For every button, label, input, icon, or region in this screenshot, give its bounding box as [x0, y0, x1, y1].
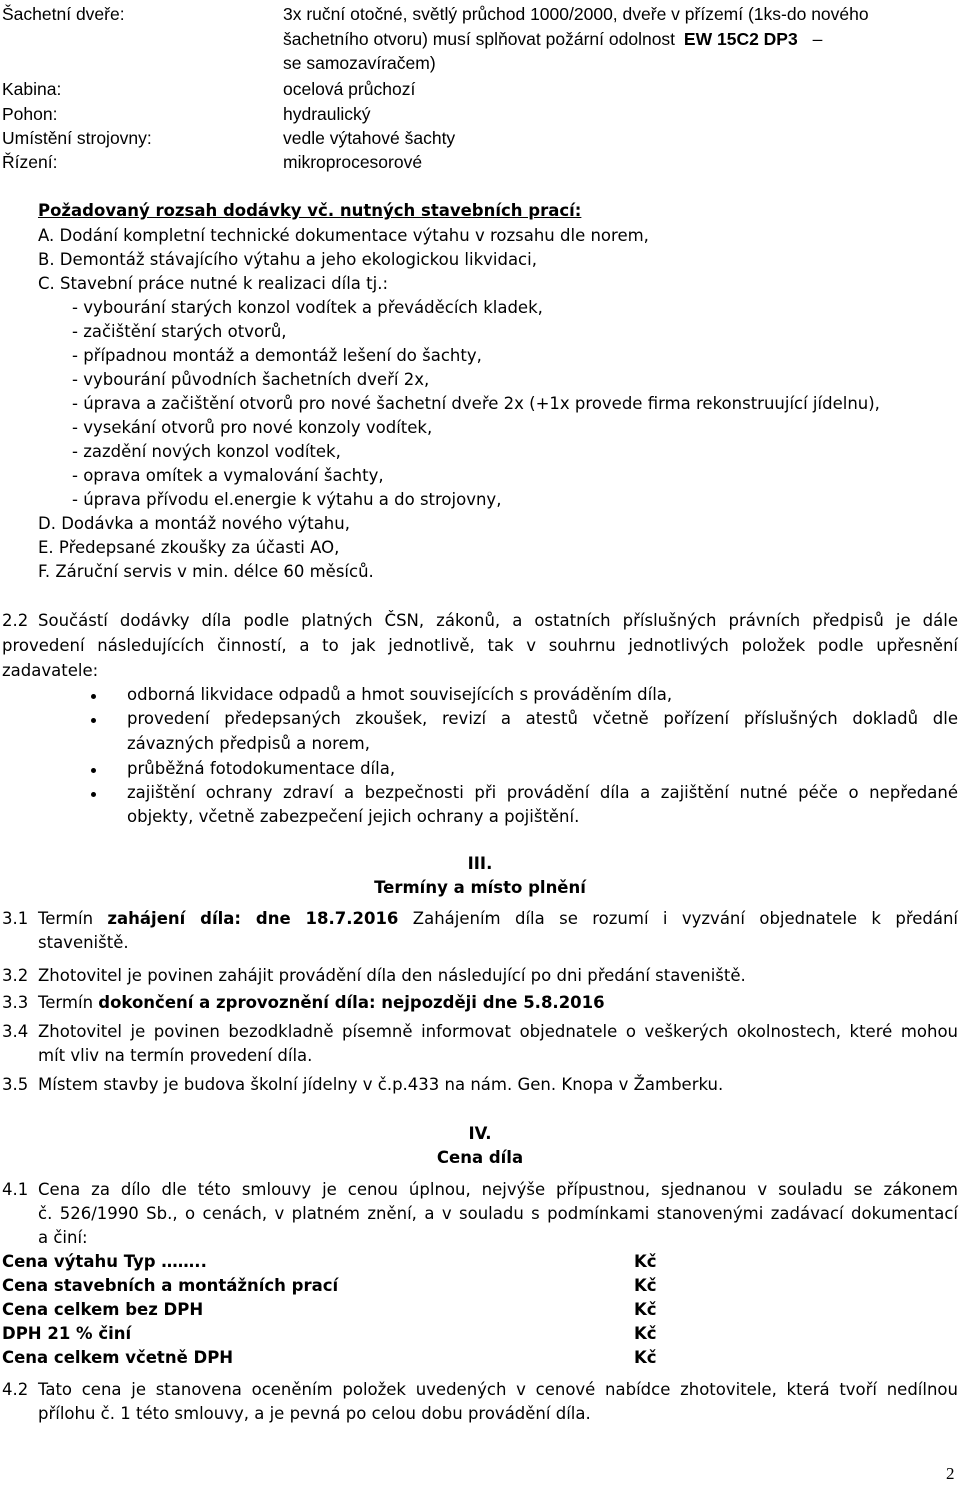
- scope-subitem: - vybourání původních šachetních dveří 2x,: [72, 370, 430, 389]
- spec-value-machine-room: vedle výtahové šachty: [283, 128, 456, 148]
- bullet-icon: [91, 768, 96, 773]
- para-number: 4.2: [2, 1380, 29, 1399]
- bullet-item: zajištění ochrany zdraví a bezpečnosti při provádění díla a zajištění nutné péče o nepředané: [127, 783, 958, 802]
- scope-subitem: - úprava a začištění otvorů pro nové šachetní dveře 2x (+1x provede firma rekonstruující jídelnu),: [72, 394, 880, 413]
- para-4-2-line1: Tato cena je stanovena oceněním položek uvedených v cenové nabídce zhotovitele, která tvoří nedílnou: [38, 1380, 958, 1399]
- bullet-icon: [91, 792, 96, 797]
- para-number: 3.5: [2, 1075, 29, 1094]
- price-unit: Kč: [634, 1276, 657, 1295]
- section-3-title: Termíny a místo plnění: [374, 878, 586, 897]
- scope-subitem: - začištění starých otvorů,: [72, 322, 287, 341]
- para-number: 3.4: [2, 1022, 29, 1041]
- para-3-4-line2: mít vliv na termín provedení díla.: [38, 1046, 313, 1065]
- bullet-item: odborná likvidace odpadů a hmot souvisejících s prováděním díla,: [127, 685, 673, 704]
- para-number: 2.2: [2, 611, 29, 630]
- section-4-title: Cena díla: [436, 1148, 524, 1167]
- spec-value-drive: hydraulický: [283, 104, 371, 124]
- price-label: Cena výtahu Typ ……..: [2, 1252, 207, 1271]
- para-number: 3.1: [2, 909, 29, 928]
- spec-label-control: Řízení:: [2, 152, 58, 172]
- page-number: 2: [946, 1464, 955, 1483]
- spec-value-control: mikroprocesorové: [283, 152, 423, 172]
- bullet-item-cont: objekty, včetně zabezpečení jejich ochrany a pojištění.: [127, 807, 580, 826]
- price-unit: Kč: [634, 1348, 657, 1367]
- scope-subitem: - vysekání otvorů pro nové konzoly vodítek,: [72, 418, 433, 437]
- spec-label-drive: Pohon:: [2, 104, 58, 124]
- para-4-2-line2: přílohu č. 1 této smlouvy, a je pevná po celou dobu provádění díla.: [38, 1404, 591, 1423]
- price-unit: Kč: [634, 1252, 657, 1271]
- para-3-3: Termín dokončení a zprovoznění díla: nejpozději dne 5.8.2016: [38, 993, 605, 1012]
- spec-label-cabin: Kabina:: [2, 79, 62, 99]
- bullet-item: průběžná fotodokumentace díla,: [127, 759, 396, 778]
- spec-value-cabin: ocelová průchozí: [283, 79, 416, 99]
- scope-item-a: A. Dodání kompletní technické dokumentace výtahu v rozsahu dle norem,: [38, 226, 649, 245]
- scope-subitem: - zazdění nových konzol vodítek,: [72, 442, 341, 461]
- scope-item-d: D. Dodávka a montáž nového výtahu,: [38, 514, 350, 533]
- scope-item-c: C. Stavební práce nutné k realizaci díla tj.:: [38, 274, 388, 293]
- para-number: 4.1: [2, 1180, 29, 1199]
- spec-value-doors-line3: se samozavíračem): [283, 53, 436, 73]
- bullet-item: provedení předepsaných zkoušek, revizí a atestů včetně pořízení příslušných dokladů dle: [127, 709, 958, 728]
- para-2-2-line3: zadavatele:: [2, 661, 99, 680]
- completion-date: dokončení a zprovoznění díla: nejpozději dne 5.8.2016: [98, 993, 605, 1012]
- bullet-item-cont: závazných předpisů a norem,: [127, 734, 370, 753]
- scope-subitem: - vybourání starých konzol vodítek a převáděcích kladek,: [72, 298, 543, 317]
- price-label: Cena celkem včetně DPH: [2, 1348, 234, 1367]
- para-number: 3.2: [2, 966, 29, 985]
- price-unit: Kč: [634, 1300, 657, 1319]
- scope-item-e: E. Předepsané zkoušky za účasti AO,: [38, 538, 340, 557]
- para-3-2: Zhotovitel je povinen zahájit provádění díla den následující po dni předání staveniště.: [38, 966, 746, 985]
- scope-item-f: F. Záruční servis v min. délce 60 měsíců.: [38, 562, 374, 581]
- fire-rating: EW 15C2 DP3: [683, 29, 798, 49]
- para-2-2-line1: Součástí dodávky díla podle platných ČSN, zákonů, a ostatních příslušných právních předpisů je dále: [38, 611, 958, 630]
- spec-value-doors-line1: 3x ruční otočné, světlý průchod 1000/2000, dveře v přízemí (1ks-do nového: [283, 4, 869, 24]
- price-label: DPH 21 % činí: [2, 1324, 132, 1343]
- spec-label-machine-room: Umístění strojovny:: [2, 128, 152, 148]
- para-number: 3.3: [2, 993, 29, 1012]
- para-3-4-line1: Zhotovitel je povinen bezodkladně písemně informovat objednatele o veškerých okolnostech, které mohou: [38, 1022, 958, 1041]
- section-3-number: III.: [467, 854, 493, 873]
- spec-label-doors: Šachetní dveře:: [2, 4, 125, 24]
- para-4-1-line1: Cena za dílo dle této smlouvy je cenou úplnou, nejvýše přípustnou, sjednanou v souladu se zákonem: [38, 1180, 958, 1199]
- scope-subitem: - oprava omítek a vymalování šachty,: [72, 466, 384, 485]
- price-unit: Kč: [634, 1324, 657, 1343]
- spec-value-doors-line2: šachetního otvoru) musí splňovat požární odolnost EW 15C2 DP3 –: [283, 29, 823, 49]
- scope-heading: Požadovaný rozsah dodávky vč. nutných stavebních prací:: [38, 201, 582, 220]
- para-3-1-line2: staveniště.: [38, 933, 129, 952]
- scope-subitem: - případnou montáž a demontáž lešení do šachty,: [72, 346, 482, 365]
- para-4-1-line2: č. 526/1990 Sb., o cenách, v platném znění, a v souladu s podmínkami stanovenými zadávací dokumentací: [38, 1204, 958, 1223]
- para-3-1-line1: Termín zahájení díla: dne 18.7.2016 Zahájením díla se rozumí i vyzvání objednatele k předání: [38, 909, 959, 928]
- price-label: Cena celkem bez DPH: [2, 1300, 204, 1319]
- section-4-number: IV.: [468, 1124, 492, 1143]
- price-label: Cena stavebních a montážních prací: [2, 1276, 339, 1295]
- start-date: zahájení díla: dne 18.7.2016: [107, 909, 399, 928]
- para-3-5: Místem stavby je budova školní jídelny v č.p.433 na nám. Gen. Knopa v Žamberku.: [38, 1075, 724, 1094]
- para-2-2-line2: provedení následujících činností, a to jak jednotlivě, tak v souhrnu jednotlivých položek podle upřesnění: [2, 636, 958, 655]
- scope-item-b: B. Demontáž stávajícího výtahu a jeho ekologickou likvidaci,: [38, 250, 537, 269]
- para-4-1-line3: a činí:: [38, 1228, 88, 1247]
- bullet-icon: [91, 718, 96, 723]
- bullet-icon: [91, 694, 96, 699]
- scope-subitem: - úprava přívodu el.energie k výtahu a do strojovny,: [72, 490, 502, 509]
